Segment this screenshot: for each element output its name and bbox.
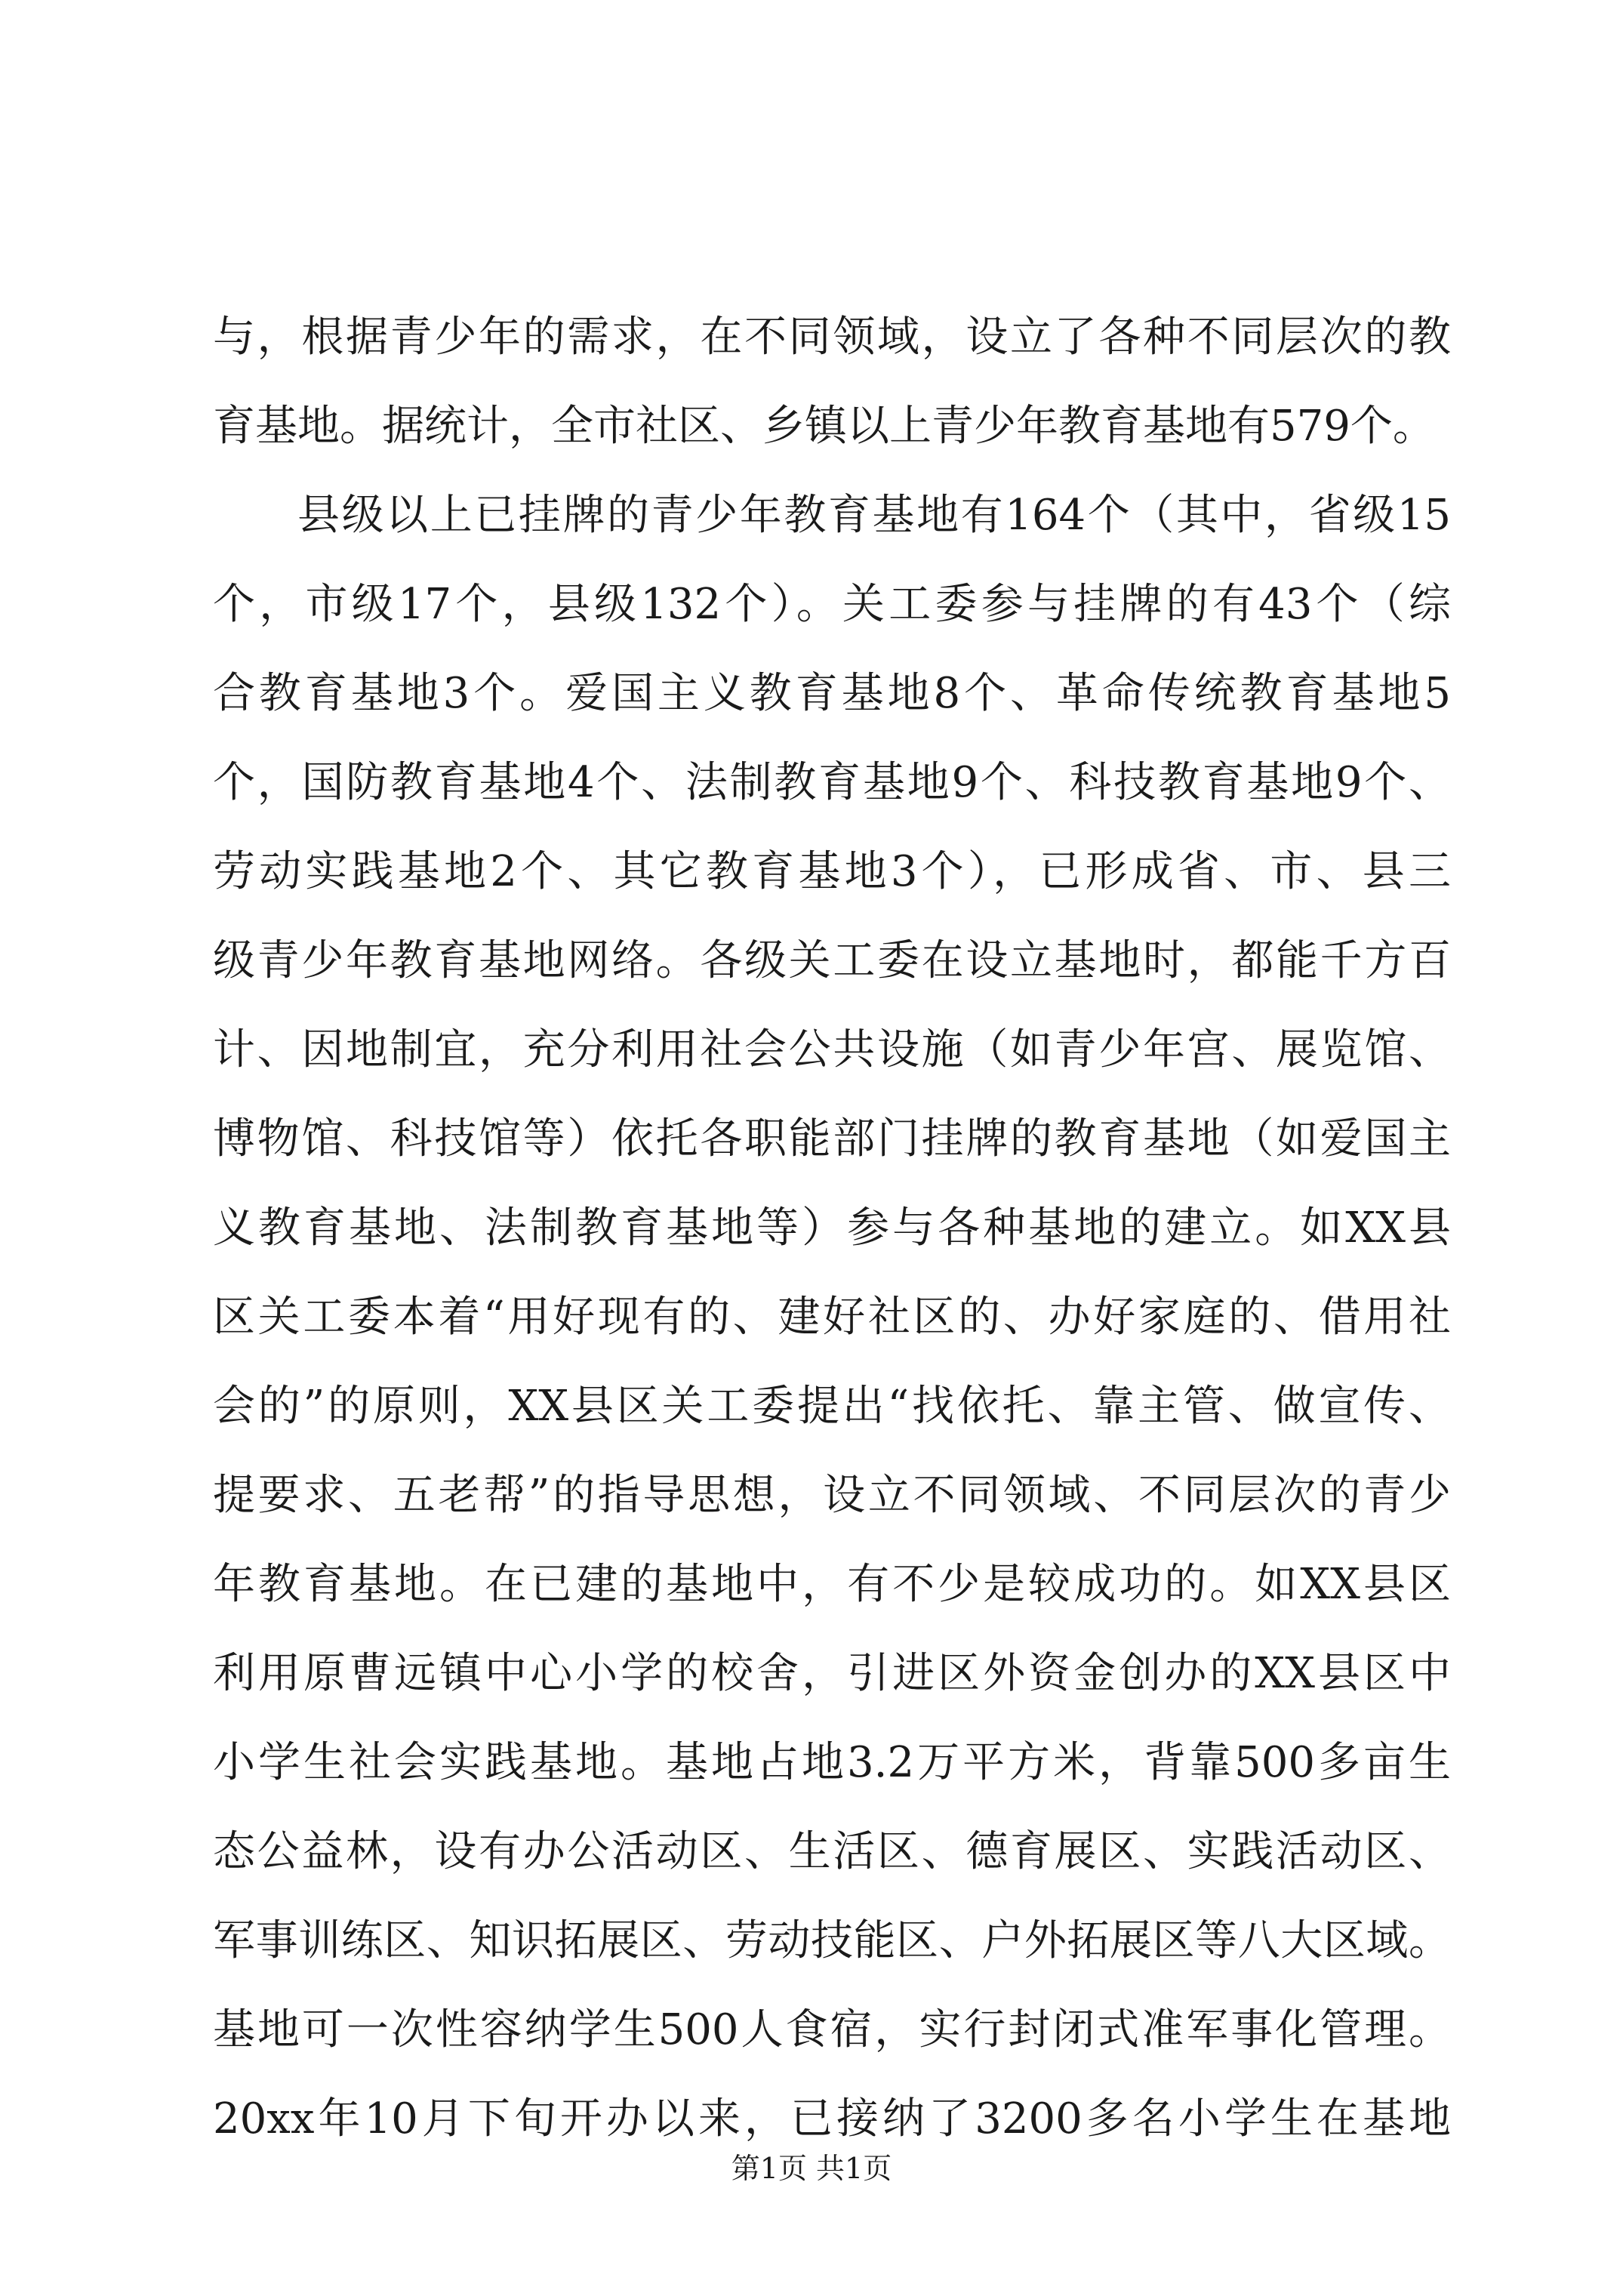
text-line: 博物馆、科技馆等）依托各职能部门挂牌的教育基地（如爱国主: [213, 1114, 1451, 1163]
text-line: 义教育基地、法制教育基地等）参与各种基地的建立。如XX县: [213, 1203, 1451, 1253]
text-line: 提要求、五老帮”的指导思想，设立不同领域、不同层次的青少: [213, 1471, 1451, 1520]
text-line: 计、因地制宜，充分利用社会公共设施（如青少年宫、展览馆、: [213, 1025, 1451, 1074]
body-text: [213, 293, 1451, 2164]
text-line: 育基地。据统计，全市社区、乡镇以上青少年教育基地有579个。: [213, 402, 1435, 451]
text-line: 劳动实践基地2个、其它教育基地3个），已形成省、市、县三: [213, 847, 1451, 896]
text-line: 会的”的原则，XX县区关工委提出“找依托、靠主管、做宣传、: [213, 1382, 1451, 1431]
page-footer: 第1页 共1页: [731, 2152, 892, 2185]
text-line: 态公益林，设有办公活动区、生活区、德育展区、实践活动区、: [213, 1827, 1451, 1876]
text-line: 基地可一次性容纳学生500人食宿，实行封闭式准军事化管理。: [213, 2005, 1451, 2054]
text-line: 军事训练区、知识拓展区、劳动技能区、户外拓展区等八大区域。: [213, 1916, 1451, 1965]
text-line: 个，市级17个，县级132个）。关工委参与挂牌的有43个（综: [213, 580, 1451, 629]
text-line: 20xx年10月下旬开办以来，已接纳了3200多名小学生在基地: [213, 2094, 1451, 2143]
text-line: 合教育基地3个。爱国主义教育基地8个、革命传统教育基地5: [213, 669, 1451, 718]
text-line: 利用原曹远镇中心小学的校舍，引进区外资金创办的XX县区中: [213, 1649, 1451, 1698]
text-line: 区关工委本着“用好现有的、建好社区的、办好家庭的、借用社: [213, 1293, 1451, 1342]
text-line: 与，根据青少年的需求，在不同领域，设立了各种不同层次的教: [213, 313, 1451, 362]
text-line: 小学生社会实践基地。基地占地3.2万平方米，背靠500多亩生: [213, 1738, 1451, 1787]
text-line: 年教育基地。在已建的基地中，有不少是较成功的。如XX县区: [213, 1560, 1451, 1609]
text-line: 个，国防教育基地4个、法制教育基地9个、科技教育基地9个、: [213, 758, 1451, 807]
text-line: 级青少年教育基地网络。各级关工委在设立基地时，都能千方百: [213, 936, 1451, 985]
text-line: 县级以上已挂牌的青少年教育基地有164个（其中，省级15: [297, 491, 1451, 540]
